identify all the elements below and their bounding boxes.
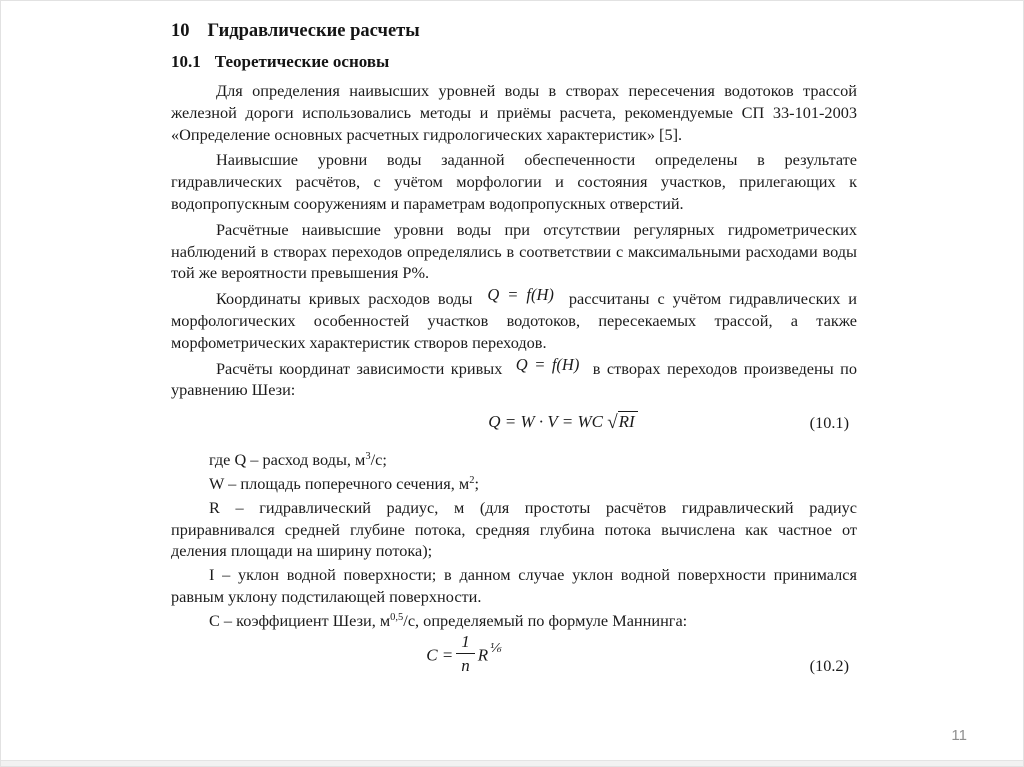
inline-formula-q-f-h: Q = f(H) (515, 354, 580, 374)
section-number: 10 (171, 21, 190, 41)
definition-r: R – гидравлический радиус, м (для простоты расчётов гидравлический радиус приравнивался средней глубине потока, средняя глубина потока вычислена как частное от деления площади на ширину потока); (171, 497, 857, 561)
bottom-strip (1, 760, 1023, 766)
section-title: Гидравлические расчеты (207, 21, 420, 41)
paragraph-4 (171, 285, 858, 353)
equation-10-2 (171, 631, 857, 686)
definition-c: С – коэффициент Шези, $м^{0,5}/с$, определяемый по формуле Маннинга: (209, 610, 688, 630)
document-content (171, 21, 857, 686)
equation-10-2-formula: C = $\frac{1}{n}$ R $^{\frac{1}{6}}$ (426, 631, 502, 675)
fraction-1-over-n: $\frac{1}{n}$ (456, 633, 475, 674)
subsection-title: Теоретические основы (214, 52, 390, 71)
equation-10-2-number: (10.2) (809, 655, 849, 675)
section-heading (171, 21, 857, 42)
subsection-number: 10.1 (171, 52, 201, 71)
paragraph-4-text-before: Координаты кривых расходов воды (216, 289, 473, 309)
paragraph-3: Расчётные наивысшие уровни воды при отсутствии регулярных гидрометрических наблюдений в створах переходов определялись в соответствии с максимальными расходами воды той же вероятности превышения Р%. (171, 219, 857, 283)
square-root-sign: √ (607, 412, 618, 434)
paragraph-5-text-before: Расчёты координат зависимости кривых (216, 358, 503, 378)
equation-10-1-formula: Q = W · V = WC √RI (220, 411, 906, 433)
subsection-heading (171, 52, 857, 72)
paragraph-1: Для определения наивысших уровней воды в створах пересечения водотоков трассой железной дороги использовались методы и приёмы расчета, рекомендуемые СП 33-101-2003 «Определение основных расчетных гидрологических характеристик» [5]. (171, 81, 857, 144)
definition-w: W – площадь поперечного сечения, $м^2$; (209, 473, 479, 493)
paragraph-5 (171, 354, 857, 402)
definition-i: I – уклон водной поверхности; в данном случае уклон водной поверхности принимался равным уклону подстилающей поверхности. (171, 565, 857, 606)
equation-10-1-number: (10.1) (809, 413, 849, 433)
definition-q: где Q – расход воды, $м^3/с$; (209, 450, 387, 470)
inline-formula-q-f-h: Q = f(H) (487, 285, 554, 305)
paragraph-5-text-after: в створах переходов произведены по уравнению Шези: (171, 358, 857, 400)
page-number: 11 (951, 727, 967, 744)
paragraph-4-text-after: рассчитаны с учётом гидравлических и морфологических особенностей участков водотоков, пересекаемых трассой, а также морфометрических характеристик створов переходов. (171, 289, 858, 352)
radicand: RI (618, 411, 638, 431)
exponent-one-sixth: ⅙ (490, 640, 502, 655)
paragraph-2: Наивысшие уровни воды заданной обеспеченности определены в результате гидравлических расчётов, с учётом морфологии и состояния участков, прилегающих к водопропускным сооружениям и параметрам водопропускных отверстий. (171, 150, 857, 213)
equation-10-1 (171, 407, 857, 441)
